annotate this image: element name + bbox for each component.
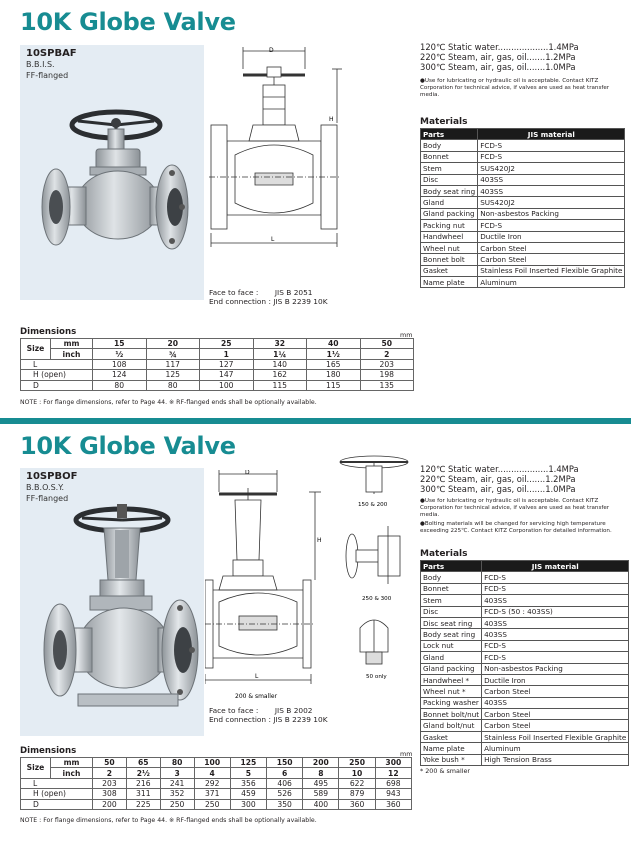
model-number: 10SPBAF <box>26 48 77 59</box>
material-part: Bonnet bolt <box>421 254 478 265</box>
dim-value: 622 <box>339 778 375 788</box>
material-part: Handwheel <box>421 231 478 242</box>
end-connection-label: End connection : <box>209 297 271 306</box>
dim-value: 406 <box>267 778 303 788</box>
material-jis: 403SS <box>478 185 625 196</box>
face-to-face-label-2: Face to face : <box>209 706 259 715</box>
dim-value: 225 <box>126 799 160 809</box>
dim-value: 350 <box>267 799 303 809</box>
size-mm: 250 <box>339 758 375 768</box>
unit-label: mm <box>400 331 413 339</box>
end-connection-label-2: End connection : <box>209 715 271 724</box>
dim-value: 115 <box>253 380 307 390</box>
materials-row <box>421 686 629 697</box>
material-part: Gland packing <box>421 663 482 674</box>
material-part: Lock nut <box>421 640 482 651</box>
usage-note: ●Use for lubricating or hydraulic oil is acceptable. Contact KITZ Corporation for technical advice, if valves are used as heat transfer media. <box>420 78 610 98</box>
materials-row <box>421 617 629 628</box>
materials-row <box>421 640 629 651</box>
dim-row-label: L <box>21 778 93 788</box>
dim-value: 124 <box>93 370 147 380</box>
model-number-2: 10SPBOF <box>26 471 78 482</box>
dim-value: 140 <box>253 359 307 369</box>
size-mm: 150 <box>267 758 303 768</box>
dim-value: 459 <box>230 789 266 799</box>
material-part: Disc seat ring <box>421 617 482 628</box>
material-part: Gland <box>421 197 478 208</box>
mm-unit-label: mm <box>51 758 93 768</box>
materials-row <box>421 754 629 765</box>
cross-section-drawing <box>205 45 345 285</box>
material-part: Gland <box>421 652 482 663</box>
dim-value: 589 <box>303 789 339 799</box>
end-connection-value-2: JIS B 2239 10K <box>273 715 328 724</box>
material-jis: Carbon Steel <box>478 254 625 265</box>
material-jis: FCD-S <box>482 652 629 663</box>
material-jis: Carbon Steel <box>482 709 629 720</box>
pressure-ratings-2 <box>420 465 579 494</box>
material-jis: FCD-S (50 : 403SS) <box>482 606 629 617</box>
material-jis: FCD-S <box>482 572 629 583</box>
rating-line: 120℃ Static water...................1.4MPa <box>420 42 579 52</box>
dim-value: 198 <box>360 370 414 380</box>
material-part: Packing washer <box>421 697 482 708</box>
size-mm: 15 <box>93 339 147 349</box>
dim-value: 250 <box>194 799 230 809</box>
material-jis: FCD-S <box>478 140 625 151</box>
dim-header-inch <box>21 768 412 778</box>
size-label: Size <box>21 339 51 360</box>
dim-value: 80 <box>93 380 147 390</box>
dim-row <box>21 778 412 788</box>
dim-header-inch <box>21 349 414 359</box>
size-mm: 40 <box>307 339 361 349</box>
dim-value: 162 <box>253 370 307 380</box>
material-part: Name plate <box>421 277 478 288</box>
material-part: Name plate <box>421 743 482 754</box>
dim-row <box>21 789 412 799</box>
dimensions-note-2: NOTE : For flange dimensions, refer to Page 44. ※ RF-flanged ends shall be optionally available. <box>20 817 317 824</box>
material-jis: Aluminum <box>482 743 629 754</box>
size-inch: 2 <box>93 768 127 778</box>
mm-unit-label: mm <box>51 339 93 349</box>
model-type-2: B.B.O.S.Y. <box>26 483 65 492</box>
material-jis: Ductile Iron <box>478 231 625 242</box>
dim-row <box>21 359 414 369</box>
material-part: Gland packing <box>421 208 478 219</box>
dim-header-mm <box>21 339 414 349</box>
dim-value: 117 <box>146 359 200 369</box>
dim-row-label: D <box>21 380 93 390</box>
material-jis: 403SS <box>478 174 625 185</box>
materials-row <box>421 242 625 253</box>
material-part: Bonnet <box>421 151 478 162</box>
model-type: B.B.I.S. <box>26 60 55 69</box>
model-end-2: FF-flanged <box>26 494 69 503</box>
dim-value: 147 <box>200 370 254 380</box>
dim-row-label: D <box>21 799 93 809</box>
materials-row <box>421 697 629 708</box>
rating-line: 300℃ Steam, air, gas, oil.......1.0MPa <box>420 61 576 72</box>
dim-value: 241 <box>160 778 194 788</box>
size-inch: 5 <box>230 768 266 778</box>
material-jis: Stainless Foil Inserted Flexible Graphite <box>478 265 625 276</box>
size-inch: 8 <box>303 768 339 778</box>
size-mm: 65 <box>126 758 160 768</box>
size-inch: 3 <box>160 768 194 778</box>
size-inch: 12 <box>375 768 411 778</box>
materials-row <box>421 663 629 674</box>
material-jis: 403SS <box>482 617 629 628</box>
dim-value: 250 <box>160 799 194 809</box>
materials-heading-2: Materials <box>420 549 468 559</box>
end-connection-line <box>209 297 328 307</box>
product-photo-panel-2 <box>20 468 204 736</box>
material-part: Wheel nut * <box>421 686 482 697</box>
face-to-face-label: Face to face : <box>209 288 259 297</box>
dim-value: 356 <box>230 778 266 788</box>
valve-photo <box>20 45 204 300</box>
detail-drawings <box>338 452 418 692</box>
dim-value: 108 <box>93 359 147 369</box>
materials-row <box>421 572 629 583</box>
materials-row <box>421 197 625 208</box>
dim-value: 360 <box>339 799 375 809</box>
pressure-ratings <box>420 43 579 72</box>
dim-label-d: D <box>269 47 274 54</box>
materials-row <box>421 674 629 685</box>
valve-photo-2 <box>20 468 204 736</box>
material-part: Body seat ring <box>421 629 482 640</box>
material-jis: Non-asbestos Packing <box>482 663 629 674</box>
size-inch: 2½ <box>126 768 160 778</box>
product-photo-panel <box>20 45 204 300</box>
dim-label-d-2: D <box>245 470 250 476</box>
dim-label-h: H <box>329 116 334 123</box>
rating-line: 220℃ Steam, air, gas, oil.......1.2MPa <box>420 473 576 484</box>
size-mm: 32 <box>253 339 307 349</box>
materials-row <box>421 174 625 185</box>
material-part: Gasket <box>421 265 478 276</box>
dim-value: 495 <box>303 778 339 788</box>
material-part: Gasket <box>421 731 482 742</box>
dim-label-h-2: H <box>317 537 322 544</box>
dim-value: 292 <box>194 778 230 788</box>
dim-value: 308 <box>93 789 127 799</box>
materials-row <box>421 151 625 162</box>
material-part: Wheel nut <box>421 242 478 253</box>
materials-col-jis: JIS material <box>478 129 625 140</box>
materials-row <box>421 720 629 731</box>
cross-section-drawing-2 <box>205 470 335 720</box>
material-part: Disc <box>421 606 482 617</box>
materials-table <box>420 128 625 288</box>
dimensions-table-2 <box>20 757 412 810</box>
materials-row <box>421 265 625 276</box>
material-part: Body <box>421 572 482 583</box>
material-part: Body seat ring <box>421 185 478 196</box>
material-jis: SUS420J2 <box>478 163 625 174</box>
material-jis: Non-asbestos Packing <box>478 208 625 219</box>
face-to-face-value-2: JIS B 2002 <box>274 706 313 715</box>
material-jis: Ductile Iron <box>482 674 629 685</box>
materials-row <box>421 709 629 720</box>
dim-value: 698 <box>375 778 411 788</box>
materials-footnote: * 200 & smaller <box>420 767 471 775</box>
dim-value: 203 <box>93 778 127 788</box>
materials-heading: Materials <box>420 117 468 127</box>
inch-unit-label: inch <box>51 349 93 359</box>
dim-row-label: L <box>21 359 93 369</box>
material-jis: FCD-S <box>482 583 629 594</box>
unit-label-2: mm <box>400 750 413 758</box>
material-jis: SUS420J2 <box>478 197 625 208</box>
size-inch: 1¼ <box>253 349 307 359</box>
rating-line: 120℃ Static water...................1.4MPa <box>420 464 579 474</box>
size-note-50: 50 only <box>366 674 387 680</box>
usage-note-2: ●Use for lubricating or hydraulic oil is acceptable. Contact KITZ Corporation for technical advice, if valves are used as heat transfer media. <box>420 498 610 518</box>
dim-value: 360 <box>375 799 411 809</box>
materials-row <box>421 208 625 219</box>
size-mm: 50 <box>93 758 127 768</box>
dim-value: 200 <box>93 799 127 809</box>
size-inch: ½ <box>93 349 147 359</box>
material-part: Body <box>421 140 478 151</box>
dim-label-l-2: L <box>255 673 259 680</box>
size-inch: 1½ <box>307 349 361 359</box>
dimensions-heading-2: Dimensions <box>20 746 77 756</box>
section-divider <box>0 418 631 424</box>
inch-unit-label: inch <box>51 768 93 778</box>
dim-value: 879 <box>339 789 375 799</box>
materials-row <box>421 743 629 754</box>
materials-row <box>421 220 625 231</box>
material-jis: 403SS <box>482 595 629 606</box>
materials-row <box>421 231 625 242</box>
materials-table-2 <box>420 560 629 766</box>
materials-row <box>421 163 625 174</box>
size-inch: 6 <box>267 768 303 778</box>
dim-value: 125 <box>146 370 200 380</box>
dim-value: 100 <box>200 380 254 390</box>
dim-row <box>21 799 412 809</box>
size-mm: 300 <box>375 758 411 768</box>
material-jis: Carbon Steel <box>482 720 629 731</box>
material-part: Disc <box>421 174 478 185</box>
page-title: 10K Globe Valve <box>20 8 236 36</box>
dim-header-mm <box>21 758 412 768</box>
dimensions-note: NOTE : For flange dimensions, refer to Page 44. ※ RF-flanged ends shall be optionally available. <box>20 399 317 406</box>
dimensions-heading: Dimensions <box>20 327 77 337</box>
dim-value: 135 <box>360 380 414 390</box>
dim-value: 300 <box>230 799 266 809</box>
dim-value: 180 <box>307 370 361 380</box>
material-part: Bonnet bolt/nut <box>421 709 482 720</box>
dim-label-l: L <box>271 236 275 243</box>
material-jis: 403SS <box>482 697 629 708</box>
dim-value: 371 <box>194 789 230 799</box>
material-jis: FCD-S <box>478 220 625 231</box>
materials-col-jis-2: JIS material <box>482 561 629 572</box>
materials-row <box>421 595 629 606</box>
materials-row <box>421 277 625 288</box>
materials-row <box>421 583 629 594</box>
size-inch: ¾ <box>146 349 200 359</box>
materials-row <box>421 629 629 640</box>
bolting-note: ●Bolting materials will be changed for servicing high temperature exceeding 225℃. Contact KITZ Corporation for detailed information. <box>420 521 612 534</box>
section-10spbaf <box>0 0 631 416</box>
material-part: Stem <box>421 595 482 606</box>
section-10spbof <box>0 430 631 844</box>
size-inch: 10 <box>339 768 375 778</box>
face-to-face-value: JIS B 2051 <box>274 288 313 297</box>
dim-value: 943 <box>375 789 411 799</box>
dim-value: 127 <box>200 359 254 369</box>
material-part: Packing nut <box>421 220 478 231</box>
dim-row-label: H (open) <box>21 370 93 380</box>
materials-col-parts: Parts <box>421 129 478 140</box>
size-mm: 25 <box>200 339 254 349</box>
rating-line: 220℃ Steam, air, gas, oil.......1.2MPa <box>420 51 576 62</box>
material-jis: Carbon Steel <box>482 686 629 697</box>
dim-value: 216 <box>126 778 160 788</box>
size-mm: 100 <box>194 758 230 768</box>
size-inch: 2 <box>360 349 414 359</box>
size-inch: 1 <box>200 349 254 359</box>
end-connection-value: JIS B 2239 10K <box>273 297 328 306</box>
material-jis: 403SS <box>482 629 629 640</box>
material-part: Stem <box>421 163 478 174</box>
size-mm: 50 <box>360 339 414 349</box>
materials-row <box>421 731 629 742</box>
size-note-smaller: 200 & smaller <box>235 693 278 700</box>
model-end: FF-flanged <box>26 71 69 80</box>
size-mm: 200 <box>303 758 339 768</box>
dim-value: 311 <box>126 789 160 799</box>
material-jis: FCD-S <box>482 640 629 651</box>
dim-row <box>21 370 414 380</box>
materials-row <box>421 140 625 151</box>
dim-value: 80 <box>146 380 200 390</box>
materials-col-parts-2: Parts <box>421 561 482 572</box>
size-note-250: 250 & 300 <box>362 596 392 602</box>
material-jis: Aluminum <box>478 277 625 288</box>
dim-value: 165 <box>307 359 361 369</box>
material-jis: FCD-S <box>478 151 625 162</box>
size-inch: 4 <box>194 768 230 778</box>
materials-row <box>421 652 629 663</box>
dim-value: 526 <box>267 789 303 799</box>
dimensions-table <box>20 338 414 391</box>
size-mm: 125 <box>230 758 266 768</box>
material-part: Handwheel * <box>421 674 482 685</box>
dim-row-label: H (open) <box>21 789 93 799</box>
materials-row <box>421 254 625 265</box>
materials-row <box>421 185 625 196</box>
size-label: Size <box>21 758 51 779</box>
size-mm: 80 <box>160 758 194 768</box>
size-mm: 20 <box>146 339 200 349</box>
material-jis: Carbon Steel <box>478 242 625 253</box>
page-title-2: 10K Globe Valve <box>20 432 236 460</box>
dim-value: 400 <box>303 799 339 809</box>
material-part: Bonnet <box>421 583 482 594</box>
end-connection-line-2 <box>209 715 328 725</box>
material-jis: High Tension Brass <box>482 754 629 765</box>
rating-line: 300℃ Steam, air, gas, oil.......1.0MPa <box>420 483 576 494</box>
dim-row <box>21 380 414 390</box>
dim-value: 352 <box>160 789 194 799</box>
dim-value: 115 <box>307 380 361 390</box>
material-jis: Stainless Foil Inserted Flexible Graphite <box>482 731 629 742</box>
dim-value: 203 <box>360 359 414 369</box>
material-part: Gland bolt/nut <box>421 720 482 731</box>
materials-row <box>421 606 629 617</box>
size-note-150: 150 & 200 <box>358 502 388 508</box>
material-part: Yoke bush * <box>421 754 482 765</box>
